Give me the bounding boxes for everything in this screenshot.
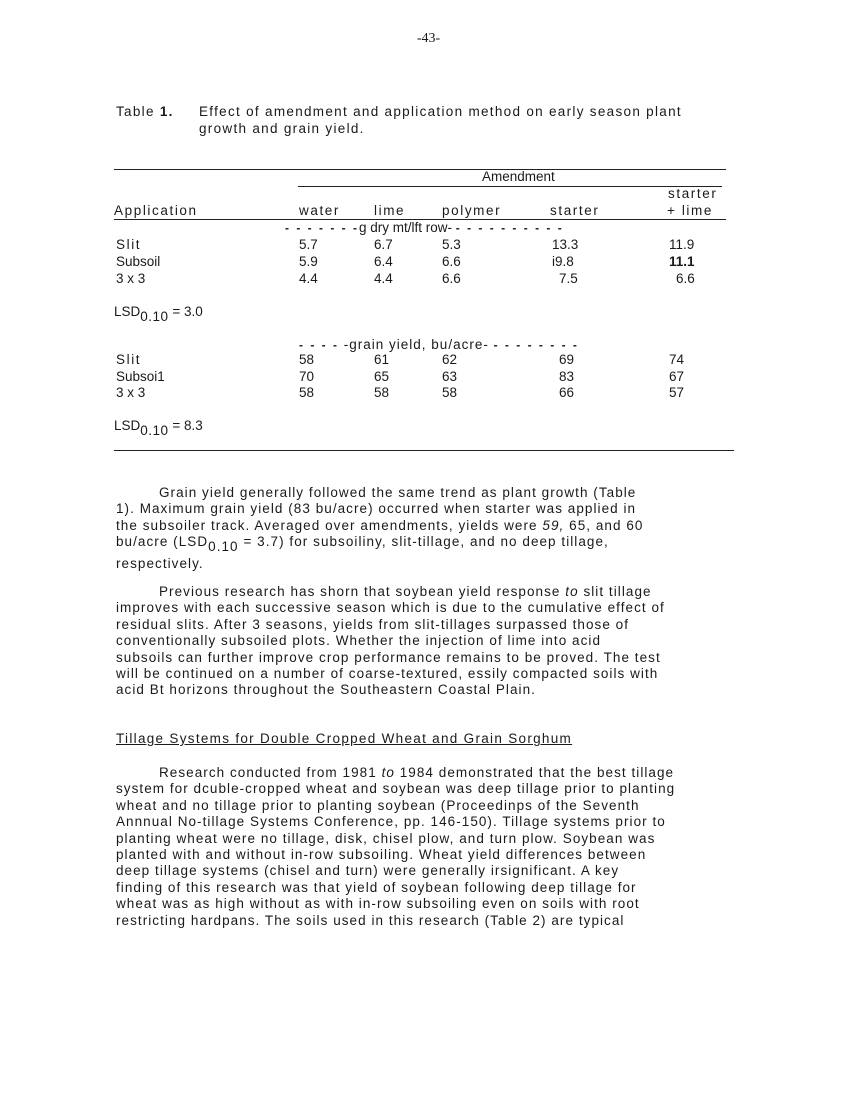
row3-starter: 7.5 (559, 271, 578, 286)
para3-line5: planting wheat were no tillage, disk, chisel plow, and turn plow. Soybean was (116, 830, 656, 846)
row2-lime: 6.4 (374, 254, 393, 269)
para3-line6: planted with and without in-row subsoiling. Wheat yield differences between (116, 847, 647, 863)
table-caption-label (116, 104, 174, 119)
yield-row3-starter: 66 (559, 385, 575, 400)
para1-line2: 1). Maximum grain yield (83 bu/acre) occurred when starter was applied in (116, 501, 637, 517)
para3-line2: system for dcuble-cropped wheat and soybean was deep tillage prior to planting (116, 781, 676, 797)
col-header-application: Application (114, 203, 198, 218)
section-heading: Tillage Systems for Double Cropped Wheat and Grain Sorghum (116, 731, 573, 746)
yield-row3-water: 58 (299, 385, 315, 400)
lsd-yield-subscript: 0.10 (140, 423, 169, 438)
table-top-rule (114, 169, 726, 170)
unit2-dashes-right: - - - - - - - - (493, 338, 579, 352)
unit2-text: -grain yield, bu/acre- (343, 337, 489, 352)
yield-row1-polymer: 62 (442, 352, 458, 367)
yield-row2-polymer: 63 (442, 369, 458, 384)
para2-line7: acid Bt horizons throughout the Southeastern Coastal Plain. (116, 682, 536, 698)
unit2-dashes-left: - - - - (299, 338, 339, 352)
para3-line1-a: Research conducted from 1981 (159, 765, 377, 780)
para3-line3: wheat and no tillage prior to planting soybean (Proceedinps of the Seventh (116, 797, 640, 813)
yield-row2-starter: 83 (559, 369, 575, 384)
amendment-header: Amendment (482, 169, 555, 184)
para2-line1-a: Previous research has shorn that soybean yield response (159, 584, 561, 599)
para3-line4: Annnual No-tillage Systems Conference, pp. 146-150). Tillage systems prior to (116, 814, 666, 830)
row1-starter-lime: 11.9 (669, 237, 695, 252)
table-caption-line-2: growth and grain yield. (199, 121, 365, 136)
unit-label-grain-yield (299, 337, 579, 352)
para3-line9: wheat was as high without as with in-row subsoiling even on soils with root (116, 896, 640, 912)
yield-row3-application: 3 x 3 (116, 385, 146, 400)
para1-line4-b: = 3.7) for subsoiliny, slit-tillage, and no deep tillage, (243, 534, 609, 550)
para2-line2: improves with each successive season which is due to the cumulative effect of (116, 600, 665, 616)
para2-line1 (116, 584, 776, 600)
table-bottom-rule (114, 450, 734, 451)
yield-row1-application: Slit (116, 352, 142, 367)
yield-row2-application: Subsoi1 (116, 369, 165, 384)
para1-line1: Grain yield generally followed the same trend as plant growth (Table (159, 485, 637, 500)
paragraph-previous-research (116, 584, 776, 699)
col-header-water: water (299, 203, 341, 218)
yield-row2-starter-lime: 67 (669, 369, 685, 384)
para2-line5: subsoils can further improve crop performance remains to be proved. The test (116, 649, 661, 665)
row2-application: Subsoil (116, 254, 161, 269)
para2-line6: will be continued on a number of coarse-textured, essily compacted soils with (116, 666, 659, 682)
table-caption-word: Table (116, 104, 155, 119)
row2-starter-lime: 11.1 (669, 254, 695, 269)
row1-starter: 13.3 (552, 237, 579, 252)
para3-line7: deep tillage systems (chisel and turn) were generally irsignificant. A key (116, 863, 620, 879)
para1-line3-italic: 59, (542, 517, 565, 533)
para2-line1-b: slit tillage (583, 584, 652, 599)
paragraph-grain-yield (116, 485, 776, 572)
yield-row1-lime: 61 (374, 352, 390, 367)
lsd-yield (114, 418, 203, 438)
row2-starter: i9.8 (552, 254, 574, 269)
yield-row3-starter-lime: 57 (669, 385, 685, 400)
row1-water: 5.7 (299, 237, 318, 252)
col-header-starter-lime-line2: + lime (667, 203, 713, 218)
yield-row1-water: 58 (299, 352, 315, 367)
para1-line3 (116, 518, 776, 534)
row3-starter-lime: 6.6 (676, 271, 695, 286)
row2-water: 5.9 (299, 254, 318, 269)
yield-row3-polymer: 58 (442, 385, 458, 400)
row3-water: 4.4 (299, 271, 318, 286)
row2-polymer: 6.6 (442, 254, 461, 269)
para2-line1-italic: to (565, 584, 579, 599)
para1-line3-end: 65, and 60 (569, 517, 644, 533)
col-header-starter: starter (550, 203, 600, 218)
yield-row2-water: 70 (299, 369, 315, 384)
col-header-polymer: polymer (442, 203, 502, 218)
amendment-rule (298, 186, 722, 187)
row3-polymer: 6.6 (442, 271, 461, 286)
unit-label-dry-matter (285, 220, 564, 235)
row1-lime: 6.7 (374, 237, 393, 252)
col-header-starter-lime-line1: starter (668, 186, 718, 201)
para3-line1-b: 1984 demonstrated that the best tillage (399, 765, 675, 780)
para3-line1-italic: to (381, 765, 395, 780)
para1-line4-sub: 0.10 (208, 539, 239, 555)
col-header-lime: lime (374, 203, 406, 218)
row1-application: Slit (116, 237, 142, 252)
lsd-growth-subscript: 0.10 (140, 309, 169, 324)
para1-line5: respectively. (116, 555, 204, 571)
yield-row2-lime: 65 (374, 369, 390, 384)
para1-line4 (116, 534, 776, 555)
lsd-yield-value: = 8.3 (172, 418, 203, 433)
yield-row3-lime: 58 (374, 385, 390, 400)
unit-text: g dry mt/lft row- (358, 220, 452, 235)
para2-line3: residual slits. After 3 seasons, yields from slit-tillages surpassed those of (116, 616, 630, 632)
lsd-growth (114, 304, 203, 324)
row3-application: 3 x 3 (116, 271, 146, 286)
para1-line4-a: bu/acre (LSD (116, 534, 209, 550)
paragraph-research-conducted (116, 765, 776, 929)
yield-row1-starter: 69 (559, 352, 575, 367)
row1-polymer: 5.3 (442, 237, 461, 252)
lsd-yield-label: LSD (114, 418, 141, 433)
page-number: -43- (416, 31, 441, 46)
para3-line8: finding of this research was that yield of soybean following deep tillage for (116, 879, 637, 895)
row3-lime: 4.4 (374, 271, 393, 286)
unit-dashes-left: - - - - - - - (285, 221, 359, 235)
para1-line3-text: the subsoiler track. Averaged over amendments, yields were (116, 517, 538, 533)
lsd-growth-label: LSD (114, 304, 141, 319)
unit-dashes-right: - - - - - - - - - - (455, 221, 564, 235)
table-caption-number: 1. (159, 104, 174, 119)
para3-line10: restricting hardpans. The soils used in this research (Table 2) are typical (116, 912, 625, 928)
yield-row1-starter-lime: 74 (669, 352, 685, 367)
lsd-growth-value: = 3.0 (172, 304, 203, 319)
para3-line1 (116, 765, 776, 781)
para2-line4: conventionally subsoiled plots. Whether the injection of lime into acid (116, 633, 602, 649)
table-caption-line-1: Effect of amendment and application method on early season plant (199, 104, 682, 119)
